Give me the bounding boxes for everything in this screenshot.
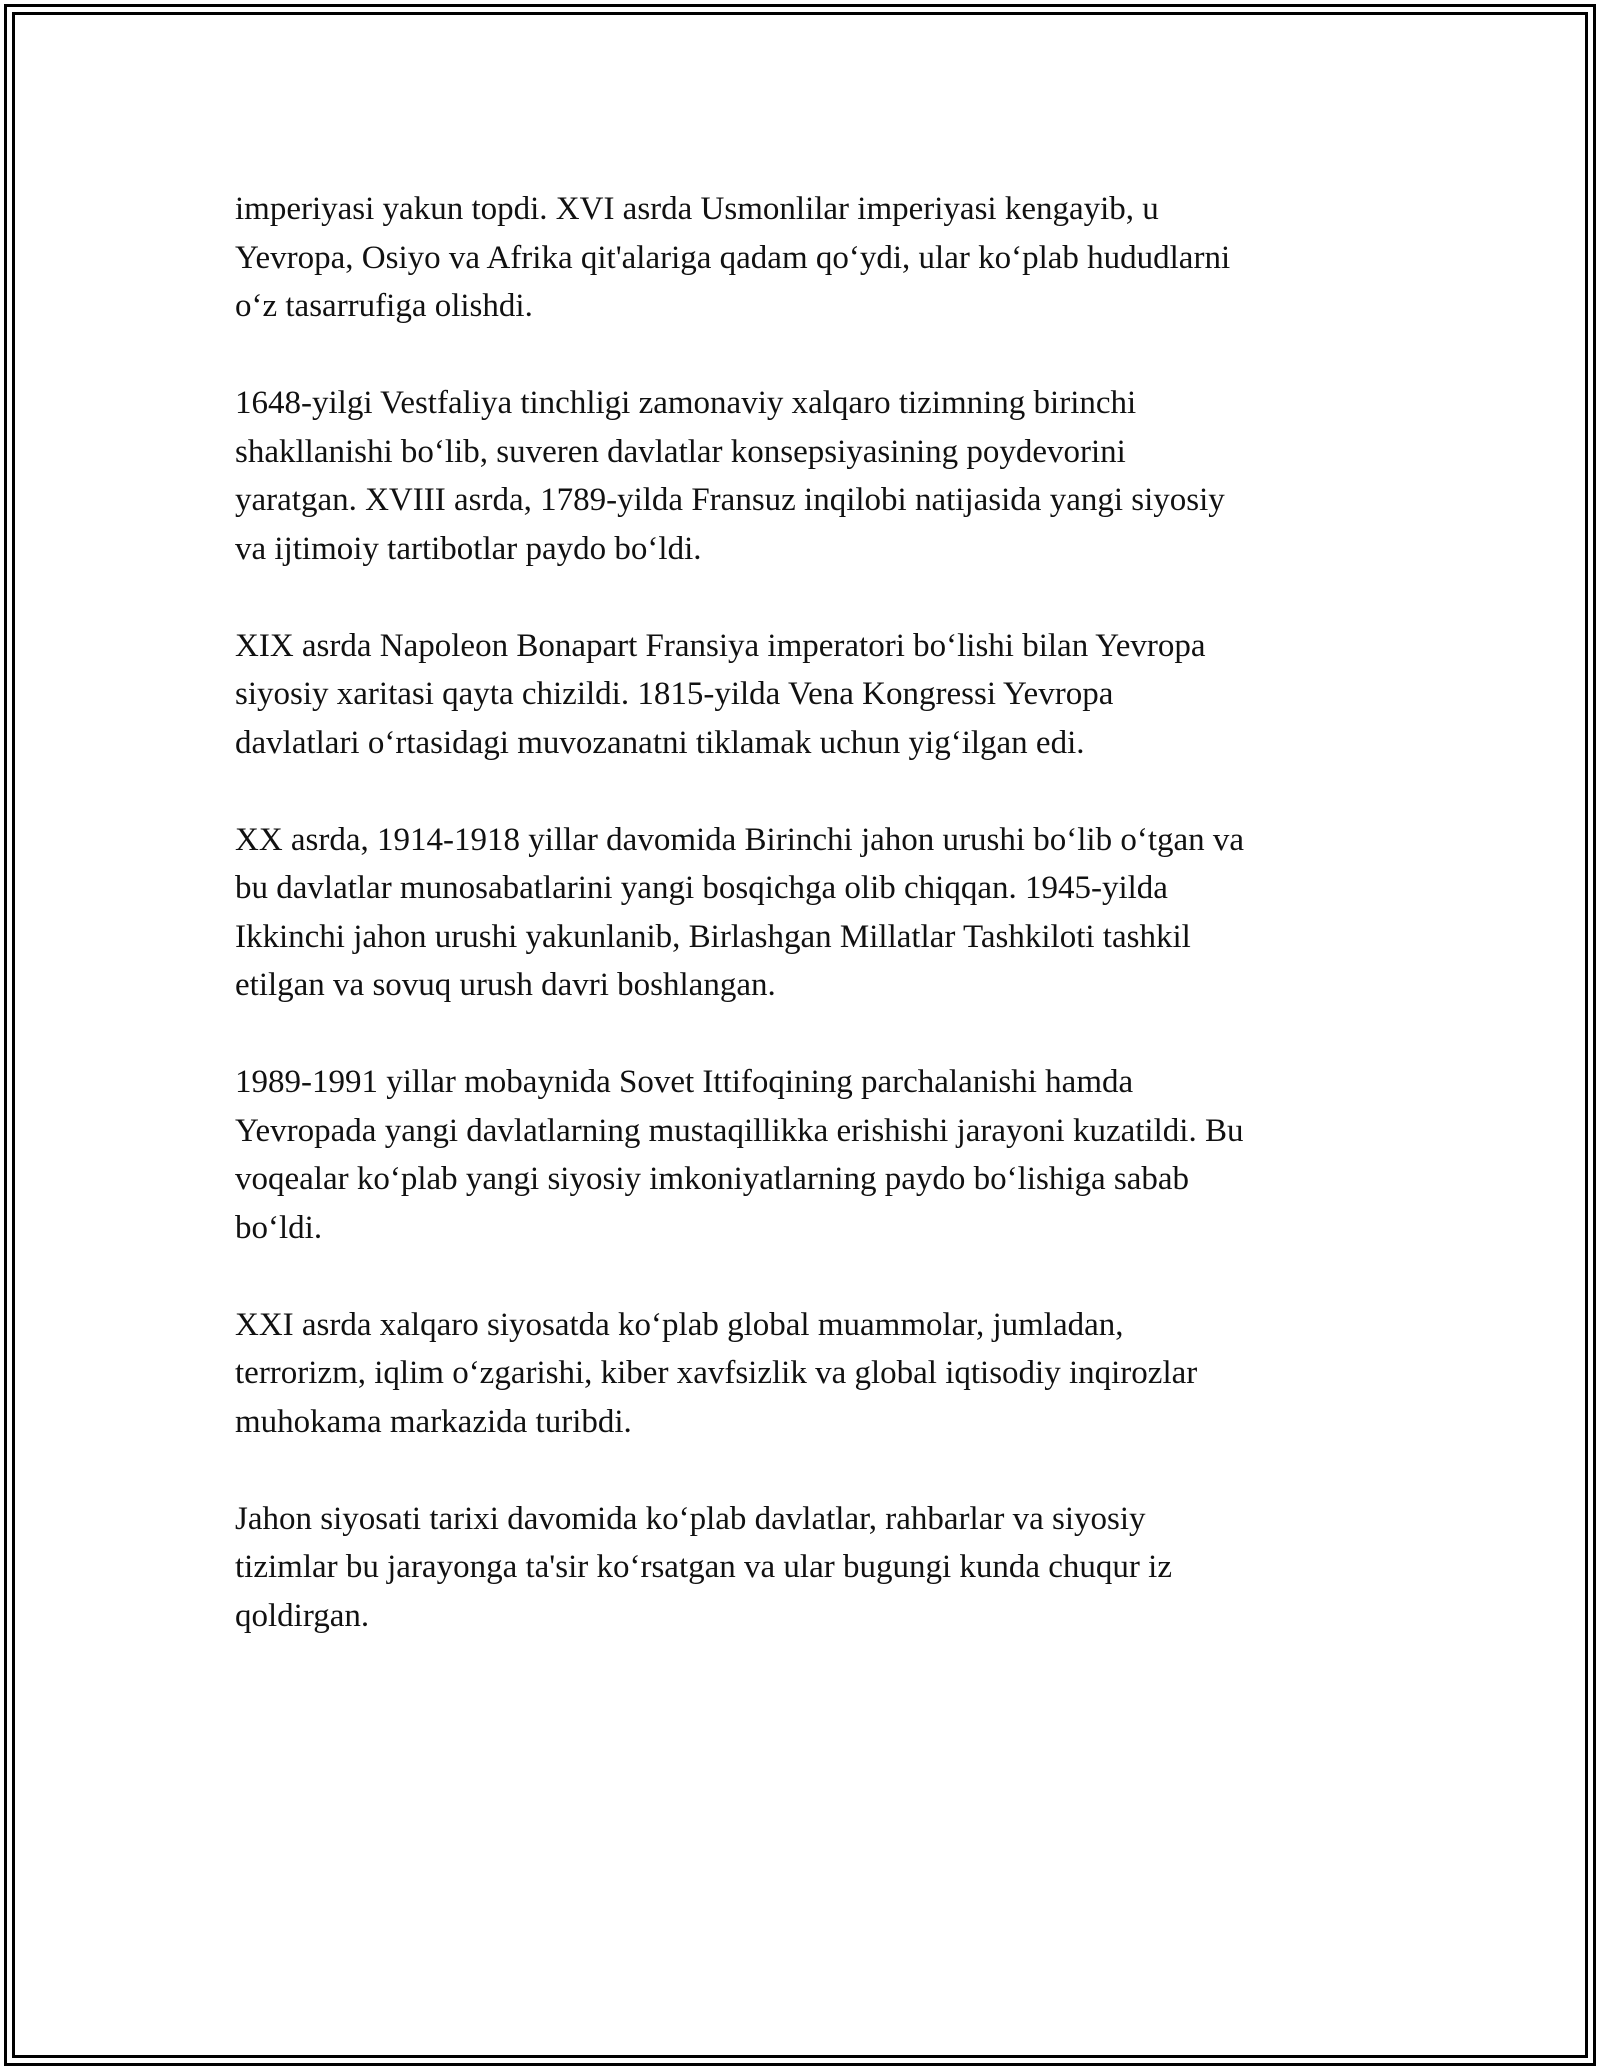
paragraph-7: Jahon siyosati tarixi davomida ko‘plab davlatlar, rahbarlar va siyosiy tizimlar bu jarayonga ta'sir ko‘rsatgan va ular bugungi kunda chuqur iz qoldirgan. xyxy=(235,1500,1172,1634)
document-body xyxy=(235,185,1395,1689)
paragraph-1: imperiyasi yakun topdi. XVI asrda Usmonlilar imperiyasi kengayib, u Yevropa, Osiyo va Afrika qit'alariga qadam qo‘ydi, ular ko‘plab hududlarni o‘z tasarrufiga olishdi. xyxy=(235,191,1231,324)
paragraph-3: XIX asrda Napoleon Bonapart Fransiya imperatori bo‘lishi bilan Yevropa siyosiy xaritasi qayta chizildi. 1815-yilda Vena Kongressi Yevropa davlatlari o‘rtasidagi muvozanatni tiklamak uchun yig‘ilgan edi. xyxy=(235,627,1206,761)
paragraph-4: XX asrda, 1914-1918 yillar davomida Birinchi jahon urushi bo‘lib o‘tgan va bu davlatlar munosabatlarini yangi bosqichga olib chiqqan. 1945-yilda Ikkinchi jahon urushi yakunlanib, Birlashgan Millatlar Tashkiloti tashkil etilgan va sovuq urush davri boshlangan. xyxy=(235,821,1245,1003)
paragraph-6: XXI asrda xalqaro siyosatda ko‘plab global muammolar, jumladan, terrorizm, iqlim o‘zgarishi, kiber xavfsizlik va global iqtisodiy inqirozlar muhokama markazida turibdi. xyxy=(235,1306,1198,1440)
paragraph-5: 1989-1991 yillar mobaynida Sovet Ittifoqining parchalanishi hamda Yevropada yangi davlatlarning mustaqillikka erishishi jarayoni kuzatildi. Bu voqealar ko‘plab yangi siyosiy imkoniyatlarning paydo bo‘lishiga sabab bo‘ldi. xyxy=(235,1064,1244,1246)
paragraph-2: 1648-yilgi Vestfaliya tinchligi zamonaviy xalqaro tizimning birinchi shakllanishi bo‘lib, suveren davlatlar konsepsiyasining poydevorini yaratgan. XVIII asrda, 1789-yilda Fransuz inqilobi natijasida yangi siyosiy va ijtimoiy tartibotlar paydo bo‘ldi. xyxy=(235,385,1225,567)
